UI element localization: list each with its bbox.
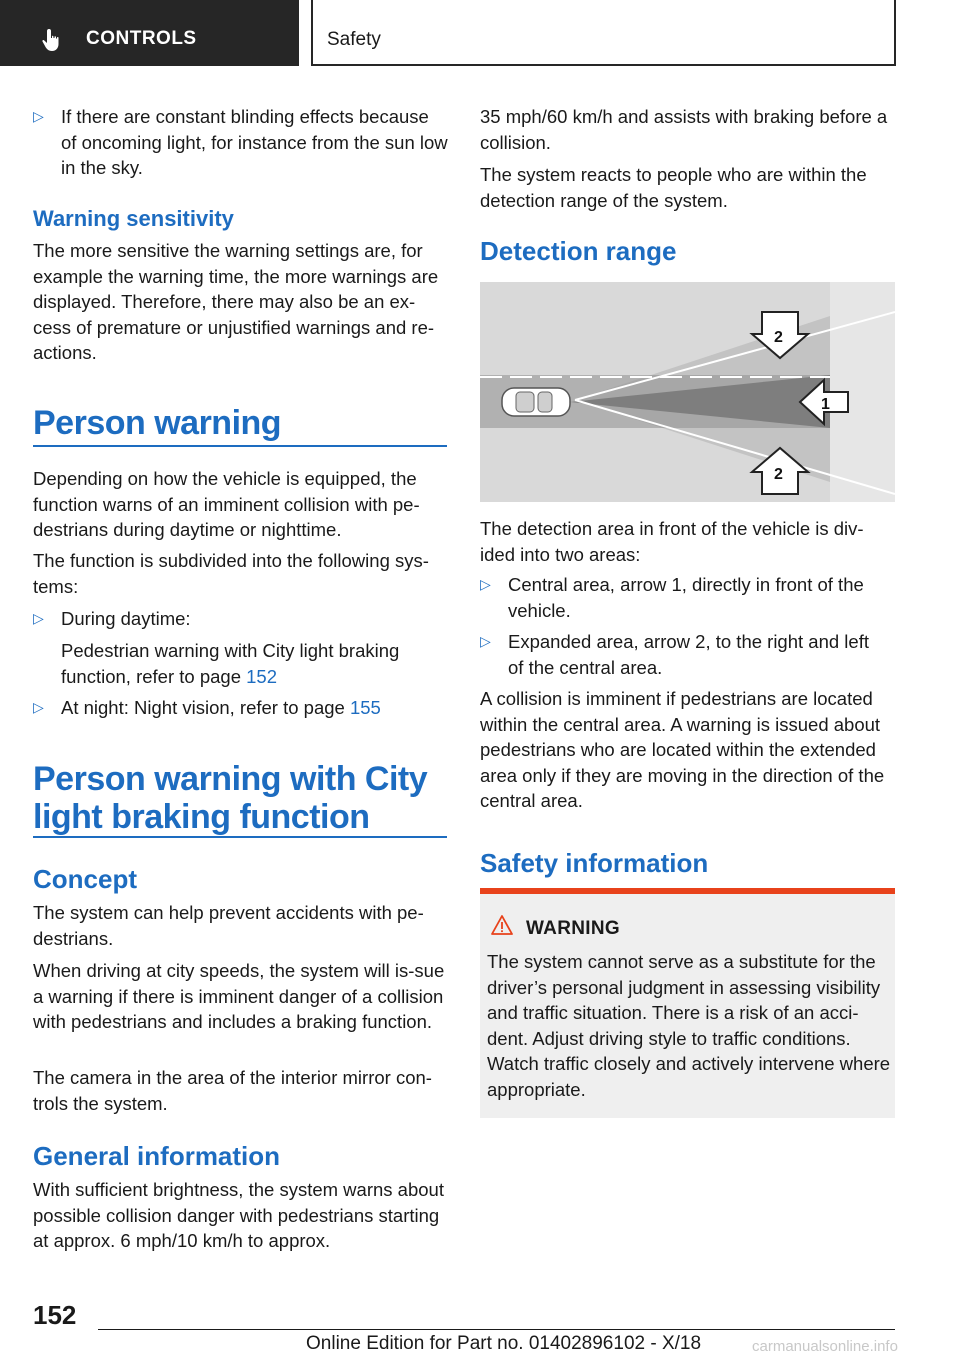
general-information-para: With sufficient brightness, the system warns about possible collision danger with pedestrians starting at approx. 6 mph/10 km/h to approx.	[33, 1179, 444, 1251]
triangle-bullet-icon: ▷	[33, 699, 44, 715]
page-link-155[interactable]: 155	[349, 697, 381, 718]
continued-para-2: The system reacts to people who are within the detection range of the system.	[480, 164, 867, 211]
detection-range-diagram	[480, 282, 895, 502]
page-number: 152	[33, 1300, 77, 1330]
concept-heading: Concept	[33, 864, 137, 894]
car-icon	[502, 388, 570, 416]
triangle-bullet-icon: ▷	[33, 610, 44, 626]
concept-para-1: The system can help prevent accidents with pe-destrians.	[33, 902, 424, 949]
continued-para-1: 35 mph/60 km/h and assists with braking before a collision.	[480, 106, 888, 153]
detection-range-heading: Detection range	[480, 236, 677, 266]
section-header	[0, 0, 299, 66]
hand-pointer-icon	[40, 27, 66, 53]
arrow-2-bottom-label: 2	[774, 466, 783, 483]
warning-title: WARNING	[526, 918, 620, 939]
detection-range-illustration	[480, 282, 895, 502]
footer-edition: Online Edition for Part no. 01402896102 - X/18	[306, 1333, 702, 1354]
footer-watermark: carmanualsonline.info	[752, 1338, 898, 1355]
concept-para-3: The camera in the area of the interior mirror con-trols the system.	[33, 1067, 432, 1114]
triangle-bullet-icon: ▷	[480, 576, 491, 592]
chapter-tab	[311, 0, 896, 66]
warning-text: The system cannot serve as a substitute for the driver’s personal judgment in assessing visibility and traffic situation. There is a risk of an acci-dent. Adjust driving style to traffic conditions. Watch traffic closely and actively intervene where appropriate.	[487, 951, 891, 1100]
warning-sensitivity-heading: Warning sensitivity	[33, 206, 234, 231]
page-link-152[interactable]: 152	[246, 665, 277, 687]
arrow-2-top-label: 2	[774, 329, 783, 346]
heading-rule	[33, 836, 447, 838]
section-title: CONTROLS	[86, 28, 197, 49]
person-warning-para-1: Depending on how the vehicle is equipped, the function warns of an imminent collision with pe-destrians during daytime or nighttime.	[33, 468, 420, 540]
chapter-title: Safety	[327, 29, 381, 50]
warning-triangle-icon	[490, 914, 514, 936]
footer-rule	[98, 1329, 895, 1330]
person-warning-heading: Person warning	[33, 404, 282, 442]
city-braking-heading: Person warning with City light braking function	[33, 760, 428, 836]
concept-para-2: When driving at city speeds, the system will is-sue a warning if there is imminent danger of a collision with pedestrians and includes a braking function.	[33, 960, 445, 1032]
general-information-heading: General information	[33, 1141, 281, 1171]
detection-para-1: The detection area in front of the vehicle is div-ided into two areas:	[480, 518, 864, 565]
arrow-1-label: 1	[821, 396, 830, 413]
triangle-bullet-icon: ▷	[33, 108, 44, 124]
warning-sensitivity-text: The more sensitive the warning settings are, for example the warning time, the more warnings are displayed. Therefore, there may also be an ex-cess of premature or unjustified warnings and re-actions.	[33, 240, 439, 363]
warning-box	[480, 894, 895, 1118]
person-warning-para-2: The function is subdivided into the following sys-tems:	[33, 550, 429, 597]
safety-information-heading: Safety information	[480, 848, 709, 878]
triangle-bullet-icon: ▷	[480, 633, 491, 649]
detection-para-2: A collision is imminent if pedestrians are located within the central area. A warning is issued about pedestrians who are located within the extended area only if they are moving in the direction of the central area.	[480, 688, 885, 811]
daytime-reference: Pedestrian warning with City light braking function, refer to page 152	[61, 640, 400, 687]
heading-rule	[33, 445, 447, 447]
